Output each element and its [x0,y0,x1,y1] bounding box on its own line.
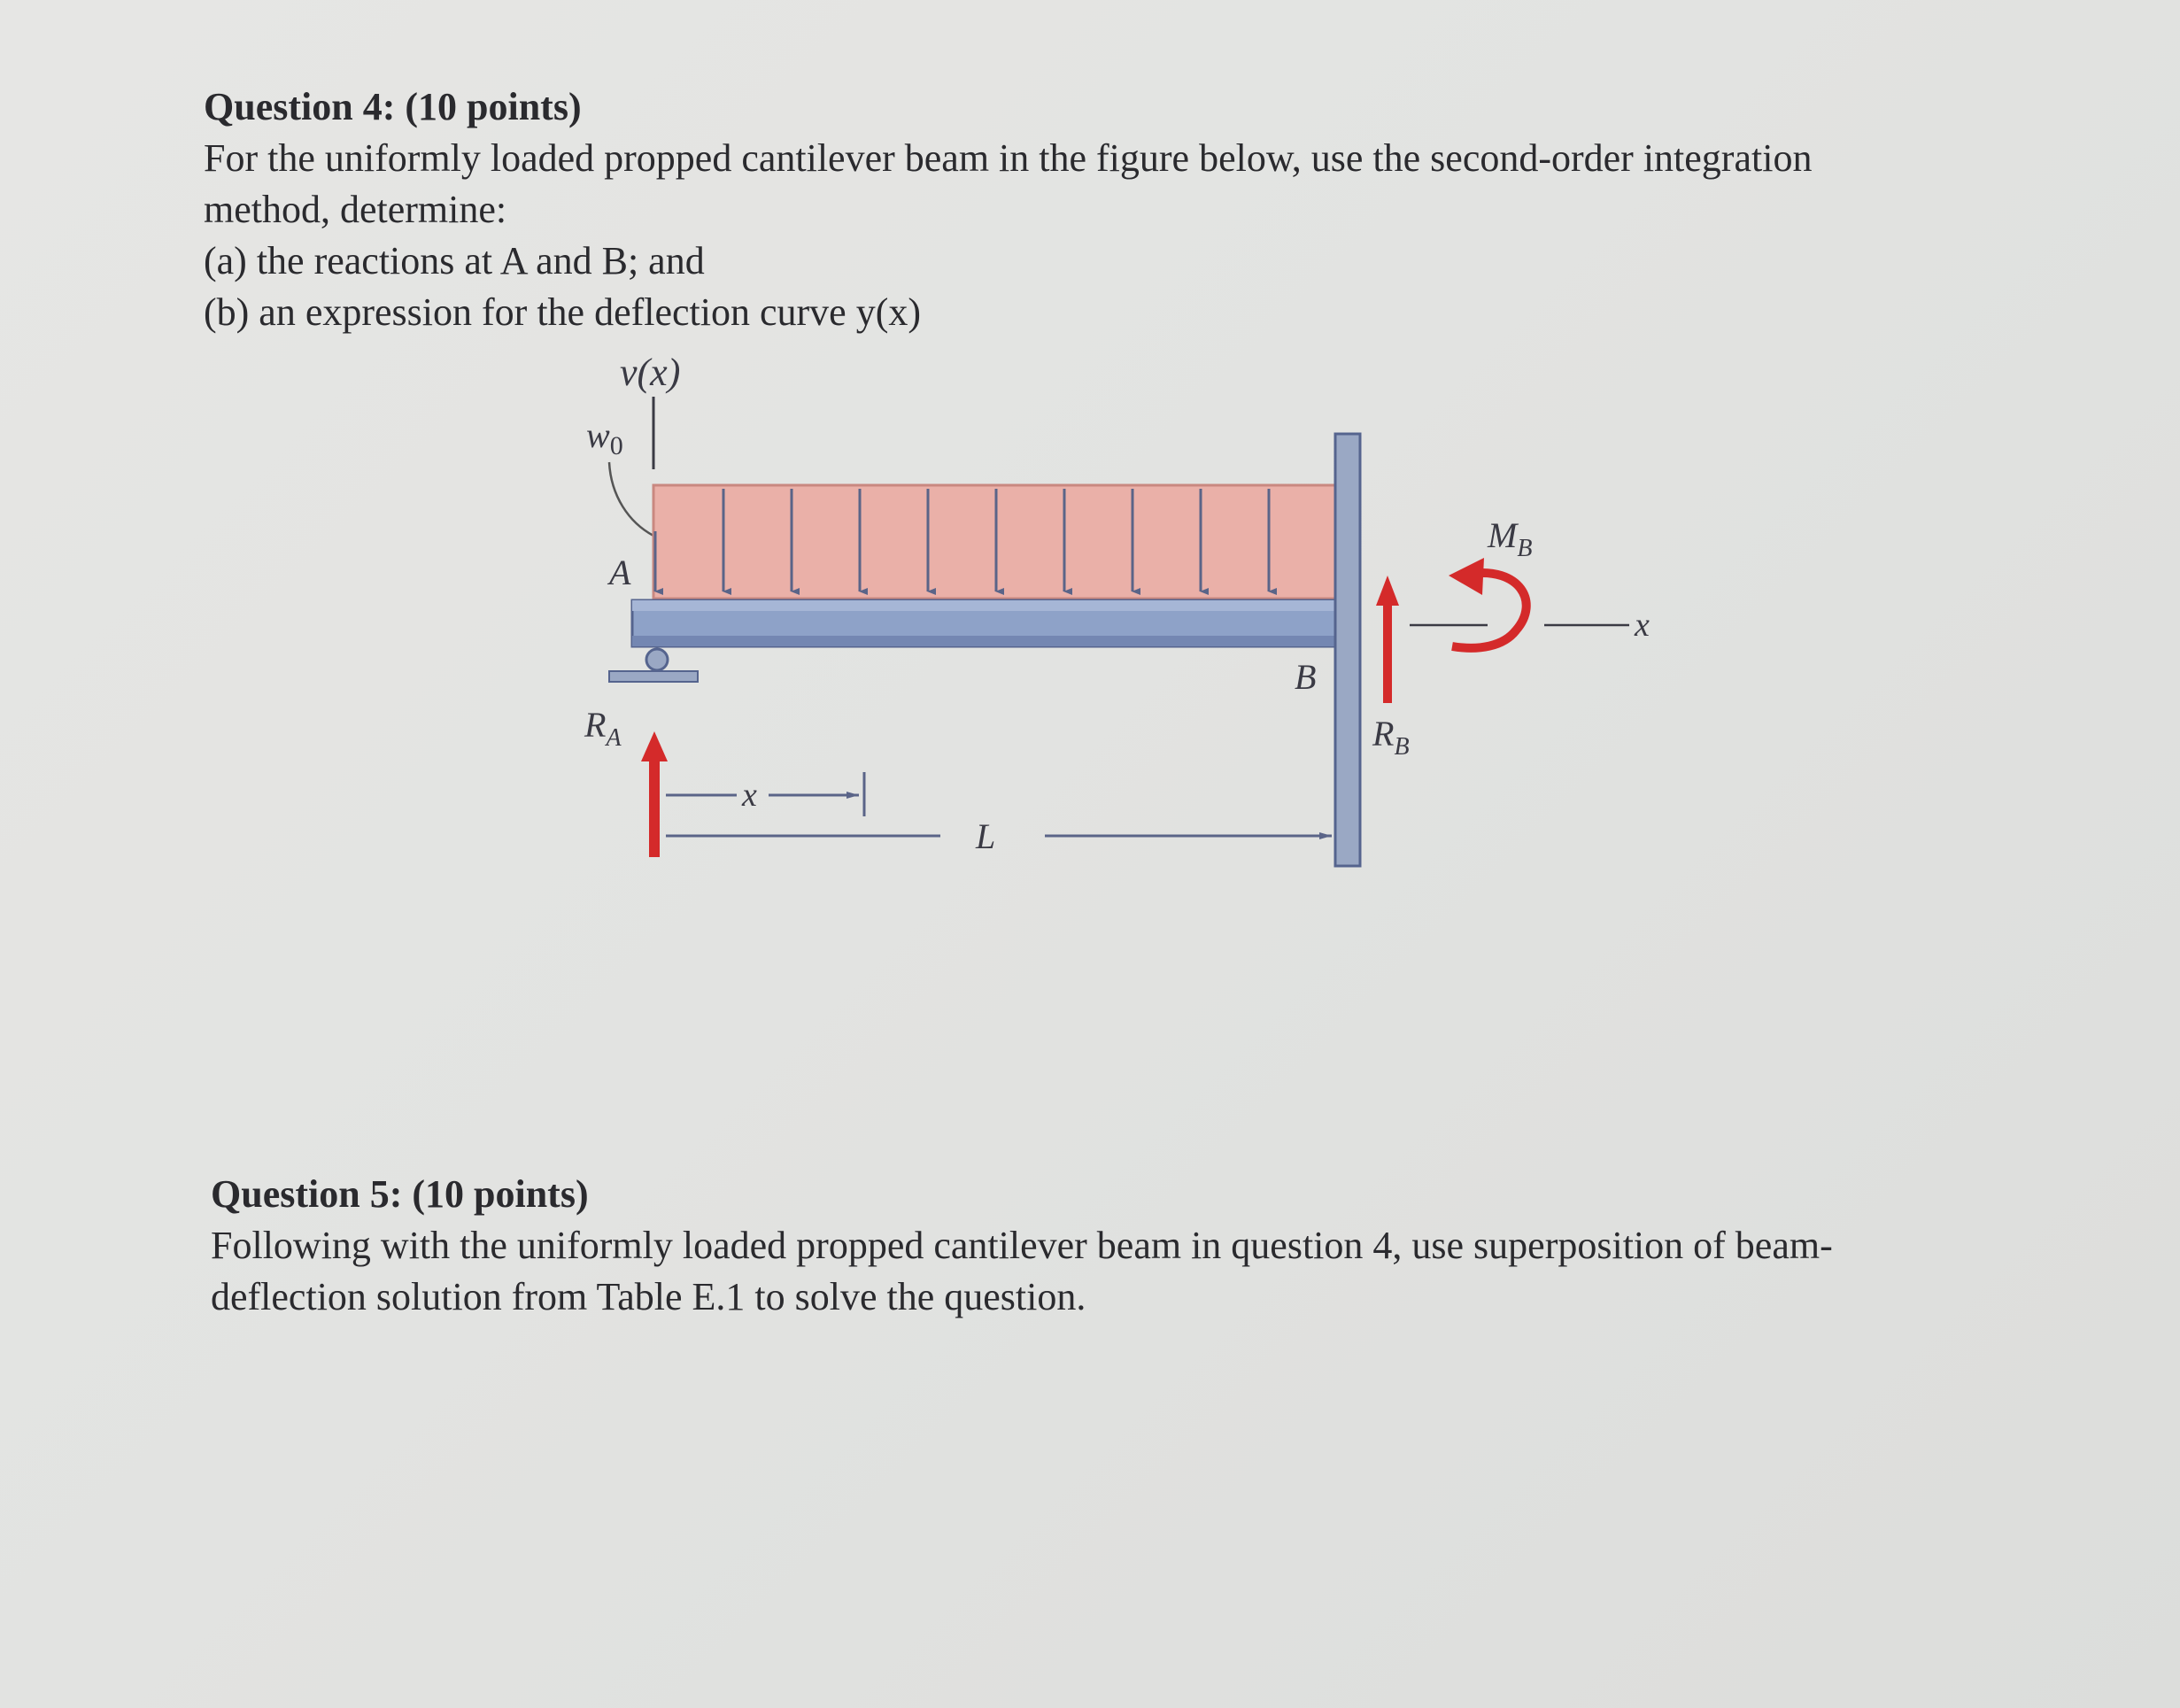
reaction-a-arrow [641,731,668,857]
fixed-wall [1335,434,1360,866]
w0-label: $w_0$ [586,415,623,460]
point-b-label: B [1295,657,1317,697]
beam-top-flange [632,600,1341,611]
w0-leader-line [609,462,653,536]
v-axis-label: v(x) [620,351,681,394]
question-4-part-a: (a) the reactions at A and B; and [204,239,705,282]
x-axis-label: x [1635,607,1650,644]
roller-support [646,649,668,670]
reaction-b-arrow [1376,576,1399,703]
moment-b-arrow [1449,558,1527,648]
question-5-title: Question 5: (10 points) [211,1172,589,1216]
l-dimension-label: L [976,816,996,856]
beam-bottom-flange [632,636,1341,646]
moment-b-label: $M_B$ [1488,515,1533,562]
reaction-b-label: $R_B$ [1372,714,1410,761]
question-4-title: Question 4: (10 points) [204,85,582,128]
question-4-line-2: method, determine: [204,188,507,231]
question-5 [211,1169,1833,1323]
question-4-line-1: For the uniformly loaded propped cantilever beam in the figure below, use the second-order integration [204,136,1813,180]
reaction-a-label: $R_A$ [584,705,622,752]
question-4-part-b: (b) an expression for the deflection curve y(x) [204,290,922,334]
point-a-label: A [609,553,631,592]
x-dimension-label: x [742,777,757,814]
question-5-line-2: deflection solution from Table E.1 to solve the question. [211,1275,1086,1318]
question-5-line-1: Following with the uniformly loaded propped cantilever beam in question 4, use superposition of beam- [211,1224,1833,1267]
ground-plate [609,671,698,682]
